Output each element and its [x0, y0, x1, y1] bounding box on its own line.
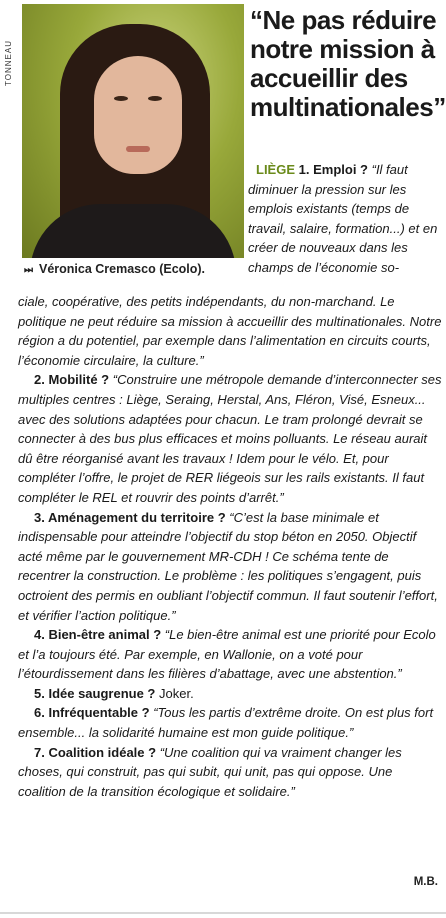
answer-5: Joker.: [159, 685, 194, 701]
answer-7: “Une coalition qui va vraiment changer les choses, qui construit, pas qui subit, qui unit, pas qui oppose. Une coalition de la transition écologique et solidaire.”: [18, 744, 402, 799]
answer-4: “Le bien-être animal est une priorité pour Ecolo et l’a toujours été. Par exemple, en Wallonie, on a voté pour l’étourdissement dans les filières d’abattage, avec une abstention.”: [18, 627, 436, 682]
answer-1-part-2: ciale, coopérative, des petits indépendants, du non-marchand. Le politique ne peut réduire sa mission à accueillir des multinationales. Notre région a du potentiel, par exemple dans l’alimentation en circuits courts, l’économie circulaire, la culture.”: [18, 294, 442, 368]
question-4-label: 4. Bien-être animal ?: [34, 627, 162, 643]
photo-credit: TONNEAU: [4, 40, 13, 86]
question-7-label: 7. Coalition idéale ?: [34, 744, 157, 760]
answer-6: “Tous les partis d’extrême droite. On est plus fort ensemble... la solidarité humaine est mon guide politique.”: [18, 705, 434, 741]
headline: “Ne pas réduire notre mission à accueillir des multinationales”: [250, 5, 446, 122]
answer-2: “Construire une métropole demande d’interconnecter ses multiples centres : Liège, Seraing, Herstal, Ans, Fléron, Visé, Esneux... avec des solutions adaptées pour chacun. Le tram prolongé devrait se connecter à des bus plus efficaces et moins polluants. Le réseau aurait dû être réorganisé avant les travaux ! Idem pour le vélo. Et, pour compléter l’offre, le projet de RER liégeois sur les rails existants. Il faut compléter le REL et rouvrir des points d’arrêt.”: [18, 372, 442, 505]
question-6-label: 6. Infréquentable ?: [34, 705, 150, 721]
answer-3: “C’est la base minimale et indispensable pour atteindre l’objectif du stop béton en 2050. Objectif acté même par le gouvernement MR-CDH ! Ce schéma tente de recentrer la construction. Le problème : les politiques s’engagent, puis octroient des permis en oubliant l’objectif commun. Il faut soutenir l’effort, et vérifier l’action politique.”: [18, 509, 438, 623]
question-2-label: 2. Mobilité ?: [34, 372, 110, 388]
photo-caption: ⏭ Véronica Cremasco (Ecolo).: [24, 262, 206, 276]
main-text: [18, 292, 442, 801]
answer-1-part-1: “Il faut diminuer la pression sur les emplois existants (temps de travail, salaire, formation...) et en créer de nouveaux dans les champs de l’économie so-: [248, 162, 438, 275]
author-signature: M.B.: [413, 876, 438, 888]
intro-column: [248, 160, 438, 278]
question-3-label: 3. Aménagement du territoire ?: [34, 509, 226, 525]
question-1-label: 1. Emploi ?: [298, 162, 368, 177]
portrait-photo: [22, 4, 244, 258]
city-label: LIÈGE: [256, 162, 296, 177]
caption-arrow-icon: ⏭: [24, 265, 33, 276]
question-5-label: 5. Idée saugrenue ?: [34, 685, 156, 701]
divider: [0, 912, 446, 914]
